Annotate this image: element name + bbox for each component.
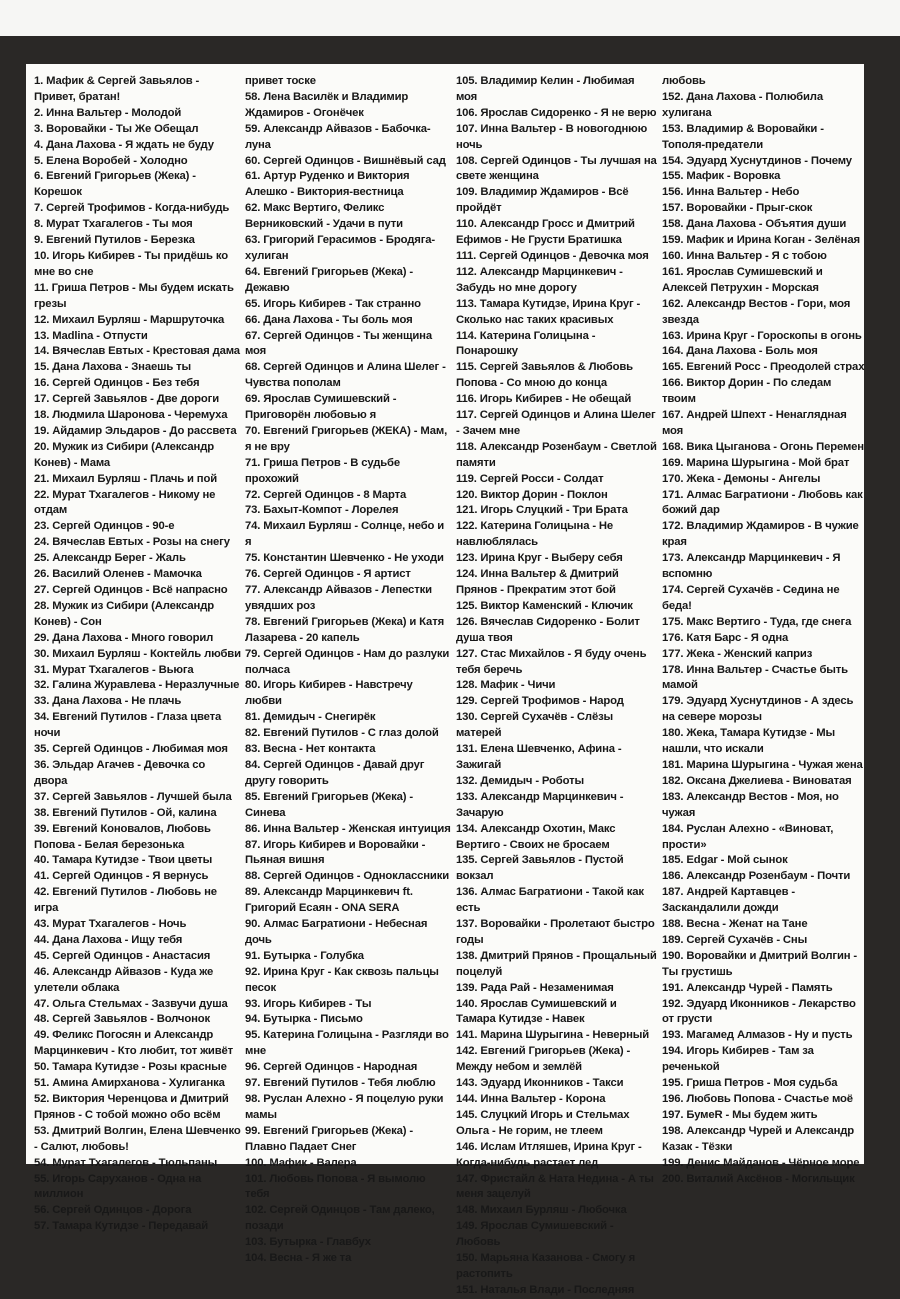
track-entry: 94. Бутырка - Письмо [245, 1013, 363, 1026]
track-entry: 195. Гриша Петров - Моя судьба [662, 1077, 838, 1090]
track-entry: 101. Любовь Попова - Я вымолю тебя [245, 1172, 426, 1201]
track-entry: 87. Игорь Кибирев и Воровайки - Пьяная вишня [245, 838, 426, 867]
track-entry: 190. Воровайки и Дмитрий Волгин - Ты грустишь [662, 949, 858, 978]
track-entry: 4. Дана Лахова - Я ждать не буду [34, 138, 214, 151]
track-entry: 46. Александр Айвазов - Куда же улетели облака [34, 965, 214, 994]
track-entry: 160. Инна Вальтер - Я с тобою [662, 249, 827, 262]
track-entry: 90. Алмас Багратиони - Небесная дочь [245, 918, 428, 946]
track-entry: 159. Мафик и Ирина Коган - Зелёная [662, 234, 860, 247]
track-entry: 126. Вячеслав Сидоренко - Болит душа твоя [456, 615, 640, 644]
track-entry: 144. Инна Вальтер - Корона [456, 1093, 606, 1105]
track-entry: 88. Сергей Одинцов - Одноклассники [245, 870, 450, 883]
track-entry: 154. Эдуард Хуснутдинов - Почему [662, 154, 852, 167]
track-entry: 51. Амина Амирханова - Хулиганка [34, 1077, 225, 1090]
track-entry: 116. Игорь Кибирев - Не обещай [456, 393, 632, 406]
track-entry: 24. Вячеслав Евтых - Розы на снегу [34, 536, 230, 549]
track-entry: 149. Ярослав Сумишевский - Любовь [456, 1220, 614, 1249]
track-entry: 152. Дана Лахова - Полюбила хулигана [662, 90, 823, 119]
track-entry: 50. Тамара Кутидзе - Розы красные [34, 1061, 227, 1074]
track-entry: 106. Ярослав Сидоренко - Я не верю [456, 106, 657, 119]
track-entry: 187. Андрей Картавцев - Заскандалили дожди [662, 886, 795, 915]
track-entry: 125. Виктор Каменский - Ключик [456, 599, 633, 612]
track-entry: 142. Евгений Григорьев (Жека) - Между небом и землёй [456, 1045, 631, 1074]
track-entry: 161. Ярослав Сумишевский и Алексей Петрухин - Морская [662, 265, 823, 294]
track-entry: 82. Евгений Путилов - С глаз долой [245, 727, 439, 740]
track-entry: 26. Василий Оленев - Мамочка [34, 568, 202, 581]
track-entry: 67. Сергей Одинцов - Ты женщина моя [245, 329, 432, 358]
track-entry: 111. Сергей Одинцов - Девочка моя [456, 249, 649, 262]
track-entry: 97. Евгений Путилов - Тебя люблю [245, 1077, 436, 1090]
track-entry: 10. Игорь Кибирев - Ты придёшь ко мне во сне [34, 249, 228, 278]
track-entry: 42. Евгений Путилов - Любовь не игра [34, 886, 217, 915]
track-entry: 112. Александр Марцинкевич - Забудь но мне дорогу [456, 265, 623, 294]
track-entry: 193. Магамед Алмазов - Ну и пусть [662, 1029, 853, 1042]
track-entry: 157. Воровайки - Прыг-скок [662, 202, 813, 215]
track-entry: 131. Елена Шевченко, Афина - Зажигай [456, 743, 622, 771]
track-entry: 168. Вика Цыганова - Огонь Перемен [662, 440, 864, 453]
track-entry: 164. Дана Лахова - Боль моя [662, 345, 818, 358]
track-entry: 40. Тамара Кутидзе - Твои цветы [34, 854, 213, 867]
track-entry: 19. Айдамир Эльдаров - До рассвета [34, 424, 237, 437]
track-entry: 61. Артур Руденко и Виктория Алешко - Виктория-вестница [245, 170, 410, 199]
track-entry: 38. Евгений Путилов - Ой, калина [34, 806, 217, 819]
track-entry: 57. Тамара Кутидзе - Передавай [34, 1220, 209, 1233]
track-entry: 139. Рада Рай - Незаменимая [456, 981, 614, 994]
track-entry: 86. Инна Вальтер - Женская интуиция [245, 822, 451, 835]
track-entry: 49. Феликс Погосян и Александр Марцинкевич - Кто любит, тот живёт [34, 1029, 234, 1058]
track-entry: 198. Александр Чурей и Александр Казак - Тёзки [662, 1124, 855, 1153]
track-entry: 31. Мурат Тхагалегов - Вьюга [34, 663, 194, 676]
track-entry: 147. Фристайл & Ната Недина - А ты меня зацелуй [456, 1172, 654, 1201]
track-entry: 188. Весна - Женат на Тане [662, 918, 808, 931]
track-entry: 83. Весна - Нет контакта [245, 743, 376, 756]
track-entry: 181. Марина Шурыгина - Чужая жена [662, 758, 863, 771]
track-entry: 56. Сергей Одинцов - Дорога [34, 1204, 192, 1217]
track-entry: 44. Дана Лахова - Ищу тебя [34, 933, 183, 946]
track-entry: 9. Евгений Путилов - Березка [34, 234, 195, 247]
track-entry: 35. Сергей Одинцов - Любимая моя [34, 743, 228, 756]
track-entry: 81. Демидыч - Снегирёк [245, 711, 376, 724]
track-entry: 123. Ирина Круг - Выберу себя [456, 552, 623, 565]
track-entry: 54. Мурат Тхагалегов - Тюльпаны [34, 1156, 218, 1169]
track-entry: 186. Александр Розенбаум - Почти [662, 870, 851, 883]
track-entry: 177. Жека - Женский каприз [662, 647, 813, 660]
track-entry: 166. Виктор Дорин - По следам твоим [662, 377, 832, 406]
track-entry: привет тоске [245, 75, 316, 87]
track-entry: 8. Мурат Тхагалегов - Ты моя [34, 218, 193, 231]
track-entry: 130. Сергей Сухачёв - Слёзы матерей [456, 711, 614, 740]
track-entry: 178. Инна Вальтер - Счастье быть мамой [662, 663, 848, 692]
track-entry: 84. Сергей Одинцов - Давай друг другу говорить [245, 758, 425, 787]
track-entry: 95. Катерина Голицына - Разгляди во мне [245, 1029, 449, 1058]
track-entry: 65. Игорь Кибирев - Так странно [245, 297, 421, 310]
track-entry: 71. Гриша Петров - В судьбе прохожий [245, 456, 400, 485]
track-entry: 199. Денис Майданов - Чёрное море [662, 1156, 860, 1169]
track-entry: 43. Мурат Тхагалегов - Ночь [34, 918, 187, 931]
track-entry: 153. Владимир & Воровайки - Тополя-предатели [662, 122, 824, 151]
track-entry: 102. Сергей Одинцов - Там далеко, позади [245, 1204, 435, 1233]
track-entry: 99. Евгений Григорьев (Жека) - Плавно Падает Снег [245, 1124, 414, 1153]
track-entry: 179. Эдуард Хуснутдинов - А здесь на севере морозы [662, 695, 854, 724]
track-entry: 45. Сергей Одинцов - Анастасия [34, 949, 211, 962]
track-entry: 48. Сергей Завьялов - Волчонок [34, 1013, 211, 1026]
track-entry: 189. Сергей Сухачёв - Сны [662, 933, 808, 946]
track-entry: 135. Сергей Завьялов - Пустой вокзал [456, 854, 624, 883]
track-entry: 107. Инна Вальтер - В новогоднюю ночь [456, 122, 648, 151]
track-entry: 28. Мужик из Сибири (Александр Конев) - Сон [34, 599, 214, 628]
track-entry: 6. Евгений Григорьев (Жека) - Корешок [34, 170, 196, 199]
track-entry: 59. Александр Айвазов - Бабочка-луна [245, 122, 431, 151]
tracklist-sheet [26, 64, 865, 1296]
track-entry: 25. Александр Берег - Жаль [34, 552, 186, 565]
track-entry: 85. Евгений Григорьев (Жека) - Синева [245, 790, 414, 819]
track-entry: 2. Инна Вальтер - Молодой [34, 106, 182, 119]
track-entry: 12. Михаил Бурляш - Маршруточка [34, 313, 225, 326]
track-entry: 5. Елена Воробей - Холодно [34, 154, 188, 167]
track-entry: 66. Дана Лахова - Ты боль моя [245, 313, 413, 326]
track-entry: 169. Марина Шурыгина - Мой брат [662, 456, 850, 469]
track-entry: 133. Александр Марцинкевич - Зачарую [456, 790, 624, 819]
track-entry: 21. Михаил Бурляш - Плачь и пой [34, 472, 218, 485]
track-entry: 93. Игорь Кибирев - Ты [245, 997, 372, 1010]
track-entry: 58. Лена Василёк и Владимир Ждамиров - Огонёчек [245, 90, 409, 119]
track-entry: 196. Любовь Попова - Счастье моё [662, 1093, 853, 1105]
track-entry: 182. Оксана Джелиева - Виноватая [662, 774, 852, 787]
track-entry: 91. Бутырка - Голубка [245, 949, 364, 962]
track-entry: любовь [662, 75, 706, 87]
track-entry: 14. Вячеслав Евтых - Крестовая дама [34, 345, 240, 358]
track-entry: 41. Сергей Одинцов - Я вернусь [34, 870, 209, 883]
track-entry: 174. Сергей Сухачёв - Седина не беда! [662, 584, 840, 612]
track-entry: 96. Сергей Одинцов - Народная [245, 1061, 418, 1074]
track-entry: 184. Руслан Алехно - «Виноват, прости» [662, 822, 834, 851]
track-entry: 171. Алмас Багратиони - Любовь как божий дар [662, 488, 863, 517]
track-entry: 53. Дмитрий Волгин, Елена Шевченко - Салют, любовь! [34, 1124, 241, 1153]
track-entry: 110. Александр Гросс и Дмитрий Ефимов - Не Грусти Братишка [456, 218, 635, 247]
track-entry: 136. Алмас Багратиони - Такой как есть [456, 886, 644, 915]
track-entry: 104. Весна - Я же та [245, 1252, 352, 1265]
track-entry: 108. Сергей Одинцов - Ты лучшая на свете женщина [456, 154, 657, 183]
track-entry: 117. Сергей Одинцов и Алина Шелег - Зачем мне [456, 409, 656, 437]
track-entry: 1. Мафик & Сергей Завьялов - Привет, братан! [34, 75, 200, 103]
track-entry: 78. Евгений Григорьев (Жека) и Катя Лазарева - 20 капель [245, 615, 445, 644]
track-entry: 129. Сергей Трофимов - Народ [456, 695, 624, 708]
track-entry: 63. Григорий Герасимов - Бродяга-хулиган [245, 234, 435, 262]
track-entry: 119. Сергей Росси - Солдат [456, 472, 604, 485]
track-entry: 76. Сергей Одинцов - Я артист [245, 568, 411, 581]
track-entry: 13. Madlina - Отпусти [34, 329, 148, 342]
track-entry: 143. Эдуард Иконников - Такси [456, 1077, 624, 1090]
track-entry: 127. Стас Михайлов - Я буду очень тебя беречь [456, 647, 647, 676]
track-entry: 60. Сергей Одинцов - Вишнёвый сад [245, 154, 446, 167]
track-entry: 156. Инна Вальтер - Небо [662, 186, 800, 199]
track-entry: 165. Евгений Росс - Преодолей страх [662, 361, 865, 374]
track-entry: 80. Игорь Кибирев - Навстречу любви [245, 679, 413, 708]
track-entry: 92. Ирина Круг - Как сквозь пальцы песок [245, 965, 439, 994]
track-entry: 151. Наталья Влади - Последняя [456, 1283, 635, 1296]
track-entry: 16. Сергей Одинцов - Без тебя [34, 377, 200, 390]
track-entry: 194. Игорь Кибирев - Там за реченькой [662, 1045, 814, 1074]
track-entry: 140. Ярослав Сумишевский и Тамара Кутидзе - Навек [456, 997, 617, 1026]
track-entry: 121. Игорь Слуцкий - Три Брата [456, 504, 628, 517]
track-entry: 185. Edgar - Мой сынок [662, 854, 788, 867]
track-entry: 148. Михаил Бурляш - Любочка [456, 1204, 627, 1217]
track-entry: 75. Константин Шевченко - Не уходи [245, 552, 444, 565]
track-entry: 47. Ольга Стельмах - Зазвучи душа [34, 997, 228, 1010]
track-entry: 113. Тамара Кутидзе, Ирина Круг - Сколько нас таких красивых [456, 297, 641, 326]
track-entry: 52. Виктория Черенцова и Дмитрий Прянов - С тобой можно обо всём [34, 1093, 229, 1121]
track-entry: 192. Эдуард Иконников - Лекарство от грусти [662, 997, 856, 1026]
tracklist-column-2 [245, 74, 456, 1265]
track-entry: 163. Ирина Круг - Гороскопы в огонь [662, 329, 862, 342]
track-entry: 68. Сергей Одинцов и Алина Шелег - Чувства пополам [245, 361, 446, 390]
track-entry: 70. Евгений Григорьев (ЖЕКА) - Мам, я не вру [245, 424, 448, 453]
track-entry: 77. Александр Айвазов - Лепестки увядших роз [245, 584, 432, 612]
track-entry: 34. Евгений Путилов - Глаза цвета ночи [34, 711, 222, 740]
track-entry: 191. Александр Чурей - Память [662, 981, 833, 994]
scan-top-margin [0, 0, 900, 36]
track-entry: 109. Владимир Ждамиров - Всё пройдёт [456, 186, 629, 215]
track-entry: 62. Макс Вертиго, Феликс Верниковский - Удачи в пути [245, 202, 403, 231]
track-entry: 183. Александр Вестов - Моя, но чужая [662, 790, 839, 819]
track-entry: 124. Инна Вальтер & Дмитрий Прянов - Прекратим этот бой [456, 568, 619, 596]
track-entry: 7. Сергей Трофимов - Когда-нибудь [34, 202, 230, 215]
track-entry: 29. Дана Лахова - Много говорил [34, 631, 214, 644]
track-entry: 175. Макс Вертиго - Туда, где снега [662, 615, 852, 628]
track-entry: 74. Михаил Бурляш - Солнце, небо и я [245, 520, 445, 549]
track-entry: 17. Сергей Завьялов - Две дороги [34, 393, 219, 406]
track-entry: 180. Жека, Тамара Кутидзе - Мы нашли, что искали [662, 727, 835, 756]
track-entry: 103. Бутырка - Главбух [245, 1236, 371, 1249]
track-entry: 37. Сергей Завьялов - Лучшей была [34, 790, 232, 803]
track-entry: 11. Гриша Петров - Мы будем искать грезы [34, 281, 234, 310]
track-entry: 30. Михаил Бурляш - Коктейль любви [34, 647, 241, 660]
track-entry: 72. Сергей Одинцов - 8 Марта [245, 488, 407, 501]
track-entry: 32. Галина Журавлева - Неразлучные [34, 679, 240, 692]
track-entry: 100. Мафик - Валера [245, 1156, 357, 1169]
track-entry: 69. Ярослав Сумишевский - Приговорён любовью я [245, 393, 397, 422]
track-entry: 15. Дана Лахова - Знаешь ты [34, 361, 192, 374]
track-entry: 138. Дмитрий Прянов - Прощальный поцелуй [456, 949, 657, 978]
track-entry: 137. Воровайки - Пролетают быстро годы [456, 918, 655, 946]
track-entry: 89. Александр Марцинкевич ft. Григорий Есаян - ONA SERA [245, 886, 413, 915]
track-entry: 79. Сергей Одинцов - Нам до разлуки полчаса [245, 647, 450, 676]
track-entry: 141. Марина Шурыгина - Неверный [456, 1029, 650, 1042]
track-entry: 176. Катя Барс - Я одна [662, 631, 789, 644]
track-entry: 20. Мужик из Сибири (Александр Конев) - Мама [34, 440, 214, 469]
track-entry: 73. Бахыт-Компот - Лорелея [245, 504, 399, 517]
tracklist-column-4 [662, 74, 871, 1185]
track-entry: 150. Марьяна Казанова - Смогу я растопить [456, 1252, 636, 1280]
track-entry: 3. Воровайки - Ты Же Обещал [34, 122, 199, 135]
track-entry: 145. Слуцкий Игорь и Стельмах Ольга - Не горим, не тлеем [456, 1108, 630, 1137]
track-entry: 98. Руслан Алехно - Я поцелую руки мамы [245, 1093, 444, 1121]
track-entry: 118. Александр Розенбаум - Светлой памяти [456, 440, 657, 469]
track-entry: 39. Евгений Коновалов, Любовь Попова - Белая березонька [34, 822, 211, 851]
track-entry: 120. Виктор Дорин - Поклон [456, 488, 608, 501]
track-entry: 128. Мафик - Чичи [456, 679, 556, 692]
track-entry: 122. Катерина Голицына - Не навлюблялась [456, 520, 614, 549]
tracklist-column-3 [456, 74, 662, 1296]
track-entry: 36. Эльдар Агачев - Девочка со двора [34, 758, 206, 787]
track-entry: 158. Дана Лахова - Объятия души [662, 218, 847, 231]
track-entry: 172. Владимир Ждамиров - В чужие края [662, 520, 859, 549]
track-entry: 170. Жека - Демоны - Ангелы [662, 472, 821, 485]
track-entry: 167. Андрей Шпехт - Ненаглядная моя [662, 409, 847, 437]
track-entry: 115. Сергей Завьялов & Любовь Попова - Со мною до конца [456, 361, 633, 390]
track-entry: 200. Виталий Аксёнов - Могильщик [662, 1172, 855, 1185]
track-entry: 173. Александр Марцинкевич - Я вспомню [662, 552, 841, 581]
track-entry: 162. Александр Вестов - Гори, моя звезда [662, 297, 851, 326]
track-entry: 55. Игорь Саруханов - Одна на миллион [34, 1172, 202, 1201]
track-entry: 64. Евгений Григорьев (Жека) - Дежавю [245, 265, 414, 294]
track-entry: 27. Сергей Одинцов - Всё напрасно [34, 584, 228, 596]
track-entry: 134. Александр Охотин, Макс Вертиго - Своих не бросаем [456, 822, 616, 851]
track-entry: 105. Владимир Келин - Любимая моя [456, 75, 635, 103]
track-entry: 18. Людмила Шаронова - Черемуха [34, 409, 228, 422]
track-entry: 146. Ислам Итляшев, Ирина Круг - Когда-нибудь растает лед [456, 1140, 642, 1169]
tracklist-column-1 [34, 74, 245, 1233]
track-entry: 22. Мурат Тхагалегов - Никому не отдам [34, 488, 216, 517]
track-entry: 155. Мафик - Воровка [662, 170, 781, 183]
track-entry: 132. Демидыч - Роботы [456, 774, 584, 787]
track-entry: 114. Катерина Голицына - Понарошку [456, 329, 596, 358]
track-entry: 197. БумеR - Мы будем жить [662, 1108, 818, 1121]
track-entry: 33. Дана Лахова - Не плачь [34, 695, 182, 708]
track-entry: 23. Сергей Одинцов - 90-е [34, 520, 175, 533]
